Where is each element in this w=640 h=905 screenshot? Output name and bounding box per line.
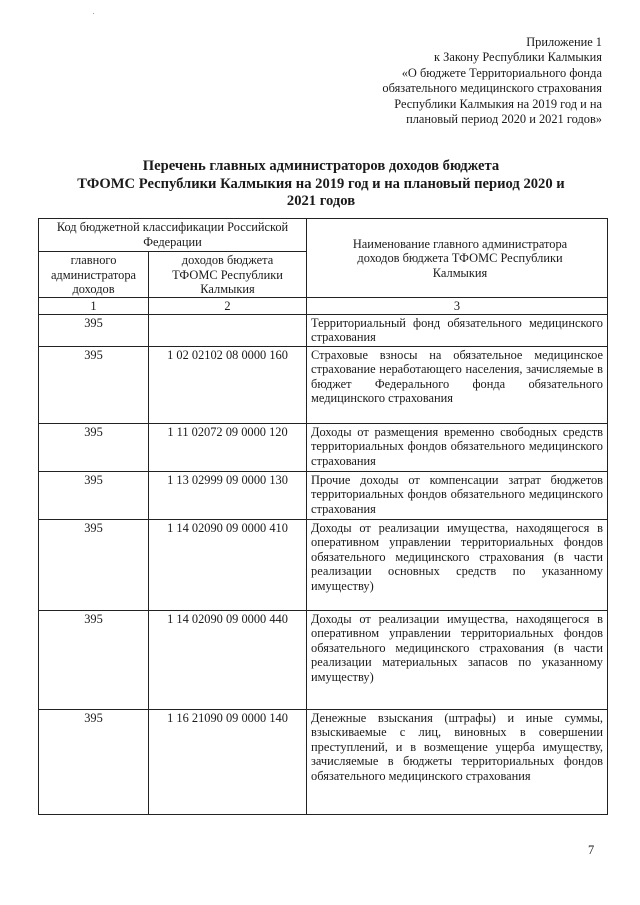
header-main-administrator: главного администратора доходов	[39, 252, 149, 298]
table-row	[39, 610, 608, 709]
income-name: Доходы от реализации имущества, находящегося в оперативном управлении территориальных фондов обязательного медицинского страхования (в части реализации материальных запасов по указанному имуществу)	[307, 610, 608, 709]
admin-code: 395	[39, 610, 149, 709]
column-number: 2	[149, 298, 307, 315]
admin-code: 395	[39, 519, 149, 610]
title-line: 2021 годов	[286, 193, 356, 210]
table-row	[39, 346, 608, 423]
column-number-row	[39, 298, 608, 315]
page-number: 7	[588, 843, 595, 857]
appendix-line: обязательного медицинского страхования	[382, 81, 602, 96]
header-budget-income: доходов бюджета ТФОМС Республики Калмыкия	[149, 252, 307, 298]
appendix-line: плановый период 2020 и 2021 годов»	[406, 112, 602, 127]
budget-code: 1 11 02072 09 0000 120	[149, 423, 307, 471]
title-line: ТФОМС Республики Калмыкия на 2019 год и на плановый период 2020 и	[77, 175, 565, 192]
appendix-reference	[302, 35, 602, 127]
administrators-table	[38, 218, 608, 815]
income-name: Доходы от реализации имущества, находящегося в оперативном управлении территориальных фондов обязательного медицинского страхования (в части реализации основных средств по указанному имуществу)	[307, 519, 608, 610]
income-name: Доходы от размещения временно свободных средств территориальных фондов обязательного медицинского страхования	[307, 423, 608, 471]
column-number: 3	[307, 298, 608, 315]
admin-code: 395	[39, 709, 149, 814]
document-title	[40, 158, 602, 211]
admin-code: 395	[39, 346, 149, 423]
budget-code: 1 16 21090 09 0000 140	[149, 709, 307, 814]
admin-code: 395	[39, 471, 149, 519]
header-administrator-name: Наименование главного администратора доходов бюджета ТФОМС Республики Калмыкия	[307, 219, 608, 298]
budget-code	[149, 314, 307, 346]
column-number: 1	[39, 298, 149, 315]
table-header-row	[39, 219, 608, 252]
admin-code: 395	[39, 423, 149, 471]
budget-code: 1 14 02090 09 0000 410	[149, 519, 307, 610]
budget-code: 1 14 02090 09 0000 440	[149, 610, 307, 709]
admin-code: 395	[39, 314, 149, 346]
budget-code: 1 02 02102 08 0000 160	[149, 346, 307, 423]
table-row	[39, 314, 608, 346]
title-line: Перечень главных администраторов доходов бюджета	[142, 158, 500, 174]
budget-code: 1 13 02999 09 0000 130	[149, 471, 307, 519]
table-row	[39, 519, 608, 610]
header-budget-classification: Код бюджетной классификации Российской Федерации	[39, 219, 307, 252]
income-name: Страховые взносы на обязательное медицинское страхование неработающего населения, зачисляемые в бюджет Федерального фонда обязательного медицинского страхования	[307, 346, 608, 423]
income-name: Денежные взыскания (штрафы) и иные суммы, взыскиваемые с лиц, виновных в совершении преступлений, и в возмещение ущерба имуществу, зачисляемые в бюджеты территориальных фондов обязательного медицинского страхования	[307, 709, 608, 814]
income-name: Территориальный фонд обязательного медицинского страхования	[307, 314, 608, 346]
appendix-line: к Закону Республики Калмыкия	[434, 50, 602, 65]
scan-speck	[93, 13, 94, 14]
table-row	[39, 709, 608, 814]
appendix-line: Республики Калмыкия на 2019 год и на	[394, 96, 602, 111]
appendix-line: «О бюджете Территориального фонда	[401, 65, 602, 80]
table-row	[39, 423, 608, 471]
income-name: Прочие доходы от компенсации затрат бюджетов территориальных фондов обязательного медицинского страхования	[307, 471, 608, 519]
table-row	[39, 471, 608, 519]
appendix-line: Приложение 1	[526, 35, 602, 49]
